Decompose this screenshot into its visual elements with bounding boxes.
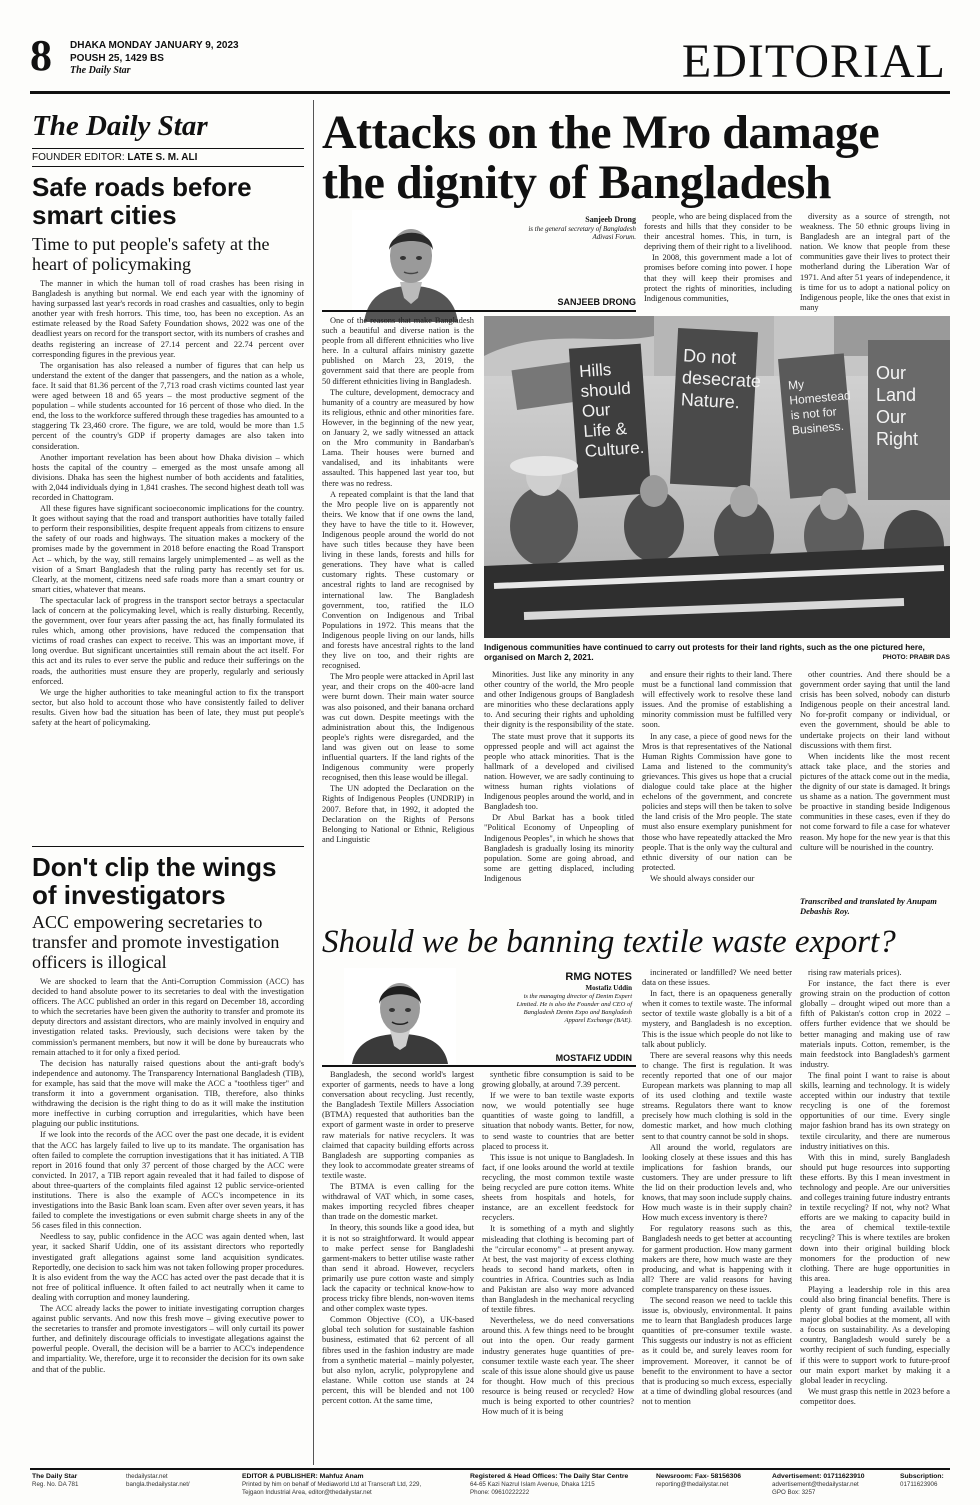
- article-1-col-3-bottom: and ensure their rights to their land. There must be a functional land commission that will effectively work to resolve these land issues. And the promise of establishing a minority commission must be fulfilled very soon. In any case, a piece of good news for the Mros is that representatives of the National Human Rights Commission have gone to Lama and listened to the community's grievances. This gives us hope that a crucial dialogue could take place at the higher echelons of the government, and concrete policies and steps will then be taken to solve the land crisis of the Mro people. The state must also ensure exemplary punishment for those who have repeatedly attacked the Mro people. That is the only way the cultural and ethnic diversity of our nation can be protected. We should always consider our: [642, 670, 792, 883]
- masthead-rule: [30, 91, 950, 94]
- article-1-byline: SANJEEB DRONG: [557, 297, 636, 307]
- page-number: 8: [30, 31, 52, 80]
- footer-web: [126, 1473, 236, 1489]
- founder-label: FOUNDER EDITOR:: [32, 152, 125, 163]
- article-1-author-name: Sanjeeb Drong: [585, 215, 636, 224]
- column-divider: [313, 100, 314, 1465]
- daily-star-logo: The Daily Star: [32, 110, 208, 142]
- founder-editor: [32, 152, 197, 163]
- article-1-author-bio: is the general secretary of Bangladesh Adivasi Forum.: [528, 225, 636, 241]
- byline-rule-2: [322, 1065, 636, 1067]
- article-2-col-2: synthetic fibre consumption is said to be growing globally, at around 7.39 percent. If we were to ban textile waste exports now, we would potentially see huge quantities of waste going to landfill, a situation that nobody wants. Better, for now, to send waste to countries that are better placed to process it. This issue is not unique to Bangladesh. In fact, if one looks around the world at textile recycling, the most common textile waste being recycled are pure cotton items. White sheets from hospitals and hotels, for instance, are an excellent feedstock for recyclers. It is something of a myth and slightly misleading that clothing is becoming part of the "circular economy" – at present anyway. At best, the vast majority of excess clothing heads to second hand markets, often in countries in Africa. Countries such as India and Pakistan are also way more advanced than Bangladesh in the mechanical recycling of textile fibres. Nevertheless, we do need conversations around this. A few things need to be brought out into the open. Our ready garment industry generates huge quantities of pre-consumer textile waste each year. The sheer scale of this issue alone should give us pause for thought. How much of this precious resource is being reused or recycled? How much is being exported to other countries? How much of it is being: [482, 1070, 634, 1417]
- sign-2: Do not desecrate Nature.: [680, 345, 762, 413]
- article-1-author-photo: [352, 210, 470, 322]
- protest-photo: [484, 316, 950, 638]
- date-line: DHAKA MONDAY JANUARY 9, 2023: [70, 40, 239, 51]
- article-1-headline: Attacks on the Mro damage the dignity of Bangladesh: [322, 106, 880, 209]
- founder-rule: [32, 166, 304, 167]
- article-2-author-name: Mostafiz Uddin: [585, 984, 632, 992]
- section-title: EDITORIAL: [681, 35, 946, 88]
- editorial-1-title: Safe roads before smart cities: [32, 172, 252, 230]
- editorial-2-subtitle: ACC empowering secretaries to transfer and promote investigation officers is illogical: [32, 912, 280, 972]
- article-2-col-3: incinerated or landfilled? We need better data on these issues. In fact, there is an opaqueness generally when it comes to textile waste. The informal sector of textile waste globally is a bit of a mystery, and Bangladesh is no exception. This is the issue which people do not like to talk about publicly. There are several reasons why this needs to change. The first is regulation. It was recently reported that one of our major European markets was planning to map all of its used clothing and textile waste streams. Regulators there want to know precisely how much clothing is sold in the domestic market, and how much clothing sent to that country cannot be sold in shops. All around the world, regulators are looking closely at these issues and this has implications for fashion brands, our customers. They are under pressure to lift the lid on their production levels and, who knows, that may soon include supply chains. How much waste is in their supply chain? How much excess inventory is there? For regulatory reasons such as this, Bangladesh needs to get better at accounting for garment production. How many garment makers are there, how much waste are they producing, and what is happening with it all? There are valid reasons for having complete transparency on these issues. The second reason we need to tackle this issue is, obviously, environmental. It pains me to learn that Bangladesh produces large quantities of pre-consumer textile waste. This suggests our industry is not as efficient as it could be, and surely leaves room for improvement. Moreover, it cannot be of benefit to the environment to have a sector that is producing so much excess, especially at a time of dwindling global resources (and not to mention: [642, 968, 792, 1406]
- editorial-1-subtitle: Time to put people's safety at the heart of policymaking: [32, 234, 270, 274]
- article-2-author-photo: [344, 968, 456, 1064]
- footer-link-2[interactable]: bangla.thedailystar.net/: [126, 1481, 190, 1488]
- article-2-author-bio: is the managing director of Denim Expert Limited. He is also the Founder and CEO of Bangladesh Denim Expo and Bangladesh Apparel Exchange (BAE).: [516, 993, 632, 1024]
- article-2-col-4: rising raw materials prices). For instance, the fact there is ever growing strain on the production of cotton globally – drought wiped out more than a fifth of Pakistan's cotton crop in 2022 – offers further evidence that we should be better managing and making use of raw materials inputs. Cotton, remember, is the main feedstock into Bangladesh's garment industry. The final point I want to raise is about skills, learning and technology. It is widely accepted within our industry that textile recycling is one of the foremost opportunities of our time. Every single major fashion brand has its own strategy on textile circularity, and there are numerous industry initiatives on this. With this in mind, surely Bangladesh should put huge resources into supporting these efforts. By this I mean investment in technology and people. Are our universities and colleges training future industry entrants in textile recycling? If not, why not? What efforts are we making to capacity build in the area of chemical textile-textile recycling? This is where textiles are broken down into their original building block monomers for the production of new clothing. There are huge opportunities in this area. Playing a leadership role in this area could also bring financial benefits. There is plenty of grant funding available within major global bodies at the moment, all with a focus on sustainability. As a developing country, Bangladesh would surely be a worthy recipient of such funding, especially if this were to support work to future-proof our main export market by making it a global leader in recycling. We must grasp this nettle in 2023 before a competitor does.: [800, 968, 950, 1406]
- article-1-col-3-top: diversity as a source of strength, not weakness. The 50 ethnic groups living in Bangladesh are an integral part of the nation. We know that people from these communities gave their lives to protect their motherland during the Liberation War of 1971. And after 51 years of independence, it is time for us to adopt a national policy on Indigenous people, like the ones that exist in many: [800, 212, 950, 312]
- footer-rule: [30, 1468, 950, 1470]
- article-1-col-4-bottom: other countries. And there should be a government order saying that until the land crisis has been solved, nobody can disturb Indigenous people on their ancestral land. No for-profit company or individual, or even the government, should be able to undertake projects on their land without discussions with them first. When incidents like the most recent attack take place, and the stories and pictures of the attack come out in the media, the dignity of our state is damaged. It brings us shame as a nation. The government must be proactive in standing beside Indigenous communities in these cases, even if they do not come forward to file a case for whatever reason. My hope for the new year is that this culture will be nourished in the country.: [800, 670, 950, 852]
- editorial-1-body: The manner in which the human toll of road crashes has been rising in Bangladesh is anything but normal. We end each year with the ignominy of having surpassed last year's records in road crashes and casualties, only to begin another year with fresh horrors. This time, too, has been no exception. As an estimate released by the Road Safety Foundation shows, 2022 was one of the deadliest years on record for the transport sector, with its numbers of crashes and deaths registering an increase of 27.14 percent and 22.74 percent over corresponding figures in the previous year. The organisation has also released a number of figures that can help us understand the extent of the danger that passengers, and the nation as a whole, face. It said that 81.36 percent of the 7,713 road crash victims counted last year were aged between 18 and 65 years – the most productive segment of the population – while students accounted for 16 percent of those who died. In the end, the loss to the workforce suffered through these tragedies has amounted to a staggering Tk 23,460 crore. The figure, we are told, would be more than 1.5 percent of the country's GDP if property damages are also taken into consideration. Another important revelation has been about how Dhaka division – which hosts the capital of the country – emerged as the most unsafe among all divisions. Dhaka has seen the highest number of both accidents and fatalities, with 2,044 individuals dying in 1,841 crashes. The second highest death toll was recorded in Chattogram. All these figures have significant socioeconomic implications for the country. It goes without saying that the road and transport authorities have totally failed to perform their responsibilities, despite frequent appeals from citizens to ensure the safety of our roads and highways. The situation makes a mockery of the promises made by the government in 2018 before enacting the Road Transport Act – which, by the way, still remains largely unimplemented – as well as the vision of a Smart Bangladesh that the ruling party has recently set for us. Clearly, at the moment, citizens need safe roads more than a smart country or smart cities, whatever that means. The spectacular lack of progress in the transport sector betrays a spectacular lack of concern at the policymaking level, which is really disturbing. Recently, the government, over four years after passing the act, has finally formulated its rules which, among other provisions, have reduced the compensation that victims of road crashes can expect to receive. This was an important move, if long overdue. But significant uncertainties still remain about the act itself. For this act and its rules to ever serve the public and reduce their sufferings on the roads, the authorities must ensure they are properly, regularly and seriously enforced. We urge the higher authorities to take meaningful action to fix the transport sector, but also hold to account those who have consistently failed to deliver results. Given how bad the situation has been of late, they must put people's safety at the heart of policymaking.: [32, 279, 304, 728]
- photo-caption: Indigenous communities have continued to carry out protests for their land rights, such as the one pictured here, organised on March 2, 2021.: [484, 643, 925, 662]
- footer-office: Registered & Head Offices: The Daily Star Centre 64-65 Kazi Nazrul Islam Avenue, Dhaka 1215 Phone: 09610222222: [470, 1473, 629, 1496]
- sign-4: Our Land Our Right: [876, 363, 919, 449]
- bengali-date-line: POUSH 25, 1429 BS: [70, 53, 164, 64]
- footer-subscription: Subscription: 01711623906: [900, 1473, 944, 1488]
- editorial-2-body: We are shocked to learn that the Anti-Corruption Commission (ACC) has decided to hand absolute power to its secretaries to deal with the investigation officers. The ACC published an order in this regard on December 18, according to which the secretaries have been given the authority to transfer and promote its deputy directors and assistant directors, who are mainly involved in enquiry and investigation related tasks. Previously, such decisions were taken by the commission's permanent members, but now it will be done by bureaucrats who remain attached to it for only a fixed period. The decision has naturally raised questions about the anti-graft body's independence and autonomy. The Transparency International Bangladesh (TIB), for example, has said that the move will make the ACC a "toothless tiger" and transform it into a government organisation. TIB, therefore, also thinks withdrawing the decision is the right thing to do as it will make the institution more ineffective in curbing corruption and irregularities, which have been plaguing our public institutions. If we look into the records of the ACC over the past one decade, it is evident that the ACC has largely failed to live up to its mandate. The organisation has often failed to complete the corruption investigations that it has initiated. A TIB report in 2016 found that only 37 percent of those charged by the ACC were convicted. In 2017, a TIB report again revealed that it had failed to dispose of about three-quarters of the complaints filed against 12 public service-oriented institutions. There is also the example of ACC's incompetence in its investigations into the Basic Bank loan scam. Even after over seven years, it has failed to complete the investigations or even submit charge sheets in any of the 56 cases filed in this connection. Needless to say, public confidence in the ACC was again dented when, last year, it sacked Sharif Uddin, one of its assistant directors who reportedly investigated graft allegations against some land acquisition syndicates. Reportedly, one decision to sack him was not taken following proper procedures. It is also evident from the way the ACC has acted over the past decade that it is not free of political influence. It often failed to act neutrally when it came to dealing with corruption and money laundering. The ACC already lacks the power to initiate investigating corruption charges against public servants. And now this fresh move – giving executive power to the secretaries to transfer and promote investigators – will only curtail its power further, and definitely discourage officials to investigate allegations against the powerful people. Overall, the decision will be a barrier to ACC's independence and impartiality. We, therefore, urge it to reconsider the decision for its own sake and that of the public.: [32, 977, 304, 1374]
- editorial-2-title: Don't clip the wings of investigators: [32, 852, 277, 910]
- article-2-byline: MOSTAFIZ UDDIN: [555, 1053, 632, 1063]
- article-2-col-1: Bangladesh, the second world's largest exporter of garments, needs to have a long conversation about recycling. Just recently, the Bangladesh Textile Millers Association (BTMA) requested that authorities ban the export of garment waste in order to preserve raw materials for native recyclers. It was claimed that capacity building efforts across Bangladesh are supporting companies as they look to accommodate greater streams of textile waste. The BTMA is even calling for the withdrawal of VAT which, in some cases, makes importing recycled fibres cheaper than trade on the domestic market. In theory, this sounds like a good idea, but it is not so straightforward. It would appear to make perfect sense for Bangladeshi garment-makers to better utilise waste rather than send it abroad. However, recyclers primarily use pure cotton waste and simply lack the capacity or technical know-how to process tricky fibre blends, non-woven items and other complex waste types. Common Objective (CO), a UK-based global tech solution for sustainable fashion business, estimated that 62 percent of all fibres used in the fashion industry are made from a synthetic material – mainly polyester, but also nylon, acrylic, polypropylene and elastane. While cotton use stands at 24 percent, this will be blended and not 100 percent cotton. At the same time,: [322, 1070, 474, 1405]
- byline-rule: [322, 310, 636, 312]
- article-1-col-1: One of the reasons that make Bangladesh such a beautiful and diverse nation is the people from all different ethnicities who live here. In a cultural affairs ministry gazette published on March 23, 2019, the government said that there are people from 50 different ethnicities living in Bangladesh. The culture, development, democracy and humanity of a country are measured by how its religious, ethnic and other minorities fare. However, in the beginning of the new year, on January 2, we sadly witnessed an attack on the Mro community in Bandarban's Lama. Their houses were burned and vandalised, and its inhabitants were assaulted. This happened last year too, but there was no redress. A repeated complaint is that the land that the Mro people live on is apparently not theirs. We know that if one owns the land, they have to have the title to it. However, Indigenous people around the world do not have such titles because they have been living in these lands, forests and hills for generations. They have what is called customary rights. These customary or ancestral rights to land are recognised by international law. The Bangladesh government, too, ratified the ILO Convention on Indigenous and Tribal Populations in 1972. This means that the Indigenous people living on our lands, hills and forests have ancestral rights to the land they live on too, and their rights are recognised. The Mro people were attacked in April last year, and their crops on the 400-acre land were burnt down. Their main water source was also poisoned, and their banana orchard was cut down. Despite meetings with the administration about this, the Indigenous people's rights were disregarded, and the land was given out on lease to some influential quarters. If the land rights of the Indigenous community were properly recognised, then this lease would be illegal. The UN adopted the Declaration on the Rights of Indigenous Peoples (UNDRIP) in 2007. Before that, in 1992, it adopted the Declaration on the Rights of Persons Belonging to National or Ethnic, Religious and Linguistic: [322, 316, 474, 844]
- column-name: RMG NOTES: [565, 971, 632, 983]
- editorial-divider: [32, 846, 304, 847]
- footer-editor: EDITOR & PUBLISHER: Mahfuz Anam Printed by him on behalf of Mediaworld Ltd at Transcraft Ltd, 229, Tejgaon Industrial Area, editor@thedailystar.net: [242, 1473, 422, 1496]
- founder-name: LATE S. M. ALI: [127, 152, 198, 163]
- paper-name-small: The Daily Star: [70, 65, 131, 76]
- footer-brand: The Daily Star Reg. No. DA 781: [32, 1473, 79, 1488]
- translator-credit: Transcribed and translated by Anupam Debashis Roy.: [800, 896, 937, 916]
- logo-rule: [32, 148, 304, 149]
- sign-3: My Homestead is not for Business.: [787, 377, 852, 438]
- footer-advertisement: Advertisement: 01711623910 advertisement@thedailystar.net GPO Box: 3257: [772, 1473, 865, 1496]
- footer-link-1[interactable]: thedailystar.net: [126, 1473, 168, 1480]
- photo-credit: PHOTO: PRABIR DAS: [882, 654, 950, 661]
- sign-1: Hills should Our Life & Culture.: [578, 359, 645, 461]
- article-1-col-2-bottom: Minorities. Just like any minority in any other country of the world, the Mro people and other Indigenous groups of Bangladesh are minorities who these declarations apply to. And securing their rights and upholding their dignity is the responsibility of the state. The state must prove that it supports its oppressed people and will act against the people who attack minorities. That is the hallmark of a developed and civilised nation. However, we are sadly continuing to witness human rights violations of Indigenous peoples around the world, and in Bangladesh too. Dr Abul Barkat has a book titled "Political Economy of Unpeopling of Indigenous Peoples", in which he shows that Bangladesh is gradually losing its minority population. Some are going abroad, and some are getting displaced, including Indigenous: [484, 670, 634, 883]
- article-2-headline: Should we be banning textile waste export?: [322, 920, 952, 962]
- article-1-col-2-top: people, who are being displaced from the forests and hills that they consider to be their ancestral homes. This, in turn, is depriving them of their right to a livelihood. In 2008, this government made a lot of promises before coming into power. I hope that they will keep their promises and protect the rights of minorities, including Indigenous communities,: [644, 212, 792, 303]
- footer-newsroom: Newsroom: Fax- 58156306 reporting@thedailystar.net: [656, 1473, 742, 1488]
